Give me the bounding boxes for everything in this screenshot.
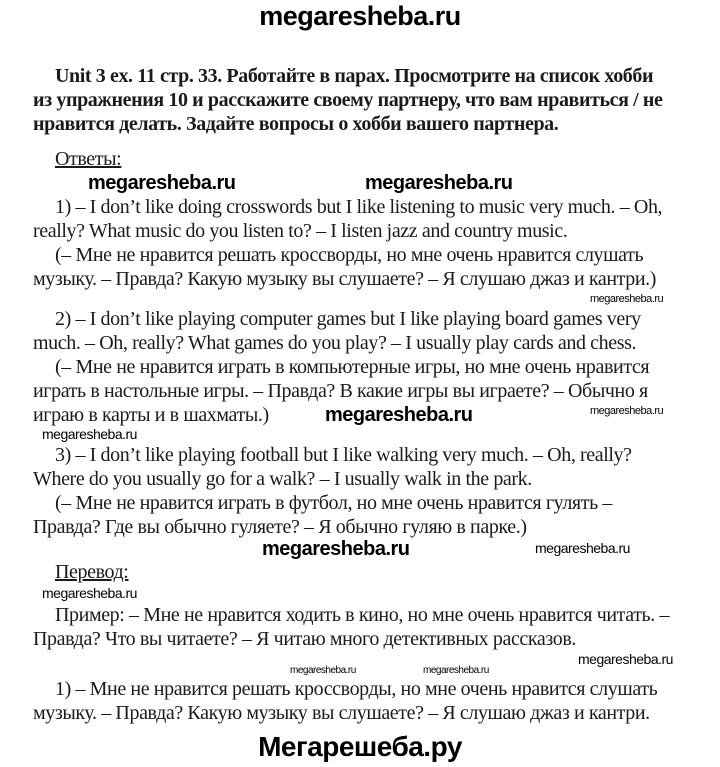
answer-3-line: Where do you usually go for a walk? – I usually walk in the park. — [33, 468, 532, 490]
translation-heading: Перевод: — [55, 561, 129, 583]
site-header[interactable]: megaresheba.ru — [259, 1, 461, 31]
watermark: megaresheba.ru — [42, 426, 137, 442]
answer-1-line: really? What music do you listen to? – I listen jazz and country music. — [33, 220, 568, 242]
watermark: megaresheba.ru — [590, 405, 664, 417]
watermark: megaresheba.ru — [535, 540, 630, 556]
answer-2-line: (– Мне не нравится играть в компьютерные игры, но мне очень нравится — [55, 356, 650, 378]
answer-2-line: играть в настольные игры. – Правда? В какие игры вы играете? – Обычно я — [33, 380, 648, 402]
watermark: megaresheba.ru — [290, 665, 356, 676]
translation-1-line: 1) – Мне не нравится решать кроссворды, но мне очень нравится слушать — [55, 678, 658, 700]
title-line: из упражнения 10 и расскажите своему партнеру, что вам нравиться / не — [33, 89, 663, 111]
answer-1-line: музыку. – Правда? Какую музыку вы слушаете? – Я слушаю джаз и кантри.) — [33, 268, 656, 290]
watermark: megaresheba.ru — [590, 293, 664, 305]
watermark: megaresheba.ru — [578, 651, 673, 667]
answer-3-line: 3) – I don’t like playing football but I like walking very much. – Oh, really? — [55, 444, 632, 466]
watermark: megaresheba.ru — [42, 585, 137, 601]
answers-heading: Ответы: — [55, 148, 122, 170]
example-line: Пример: – Мне не нравится ходить в кино, но мне очень нравится читать. – — [55, 604, 670, 626]
answer-2-line: much. – Oh, really? What games do you play? – I usually play cards and chess. — [33, 332, 637, 354]
watermark: megaresheba.ru — [88, 172, 236, 194]
answer-3-line: Правда? Где вы обычно гуляете? – Я обычно гуляю в парке.) — [33, 516, 527, 538]
answer-2-line: 2) – I don’t like playing computer games but I like playing board games very — [55, 308, 641, 330]
watermark: megaresheba.ru — [262, 538, 410, 560]
title-line: нравится делать. Задайте вопросы о хобби вашего партнера. — [33, 113, 559, 135]
answer-1-line: 1) – I don’t like doing crosswords but I like listening to music very much. – Oh, — [55, 196, 663, 218]
example-line: Правда? Что вы читаете? – Я читаю много детективных рассказов. — [33, 628, 577, 650]
title-line: Unit 3 ex. 11 стр. 33. Работайте в парах. Просмотрите на список хобби — [55, 65, 654, 87]
translation-1-line: музыку. – Правда? Какую музыку вы слушаете? – Я слушаю джаз и кантри. — [33, 702, 650, 724]
answer-2-line: играю в карты и в шахматы.) — [33, 404, 269, 426]
watermark: megaresheba.ru — [365, 172, 513, 194]
site-footer[interactable]: Мегарешеба.ру — [258, 731, 462, 762]
answer-1-line: (– Мне не нравится решать кроссворды, но мне очень нравится слушать — [55, 244, 644, 266]
watermark: megaresheba.ru — [325, 404, 473, 426]
watermark: megaresheba.ru — [423, 665, 489, 676]
answer-3-line: (– Мне не нравится играть в футбол, но мне очень нравится гулять – — [55, 492, 612, 514]
